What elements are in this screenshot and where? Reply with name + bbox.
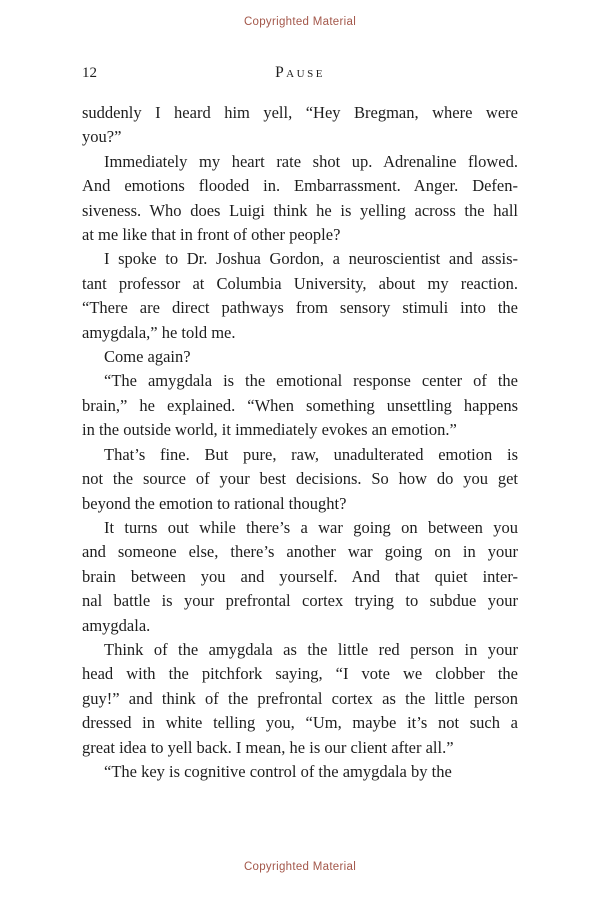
copyright-notice-top: Copyrighted Material xyxy=(243,16,357,28)
text-line: “The key is cognitive control of the amygdala by the xyxy=(104,761,452,781)
paragraph xyxy=(82,101,518,150)
page-body xyxy=(82,101,518,784)
text-line: great idea to yell back. I mean, he is our client after all.” xyxy=(82,737,454,757)
paragraph xyxy=(82,760,518,784)
text-line: dressed in white telling you, “Um, maybe it’s not such a xyxy=(82,713,518,733)
page-header xyxy=(82,64,518,84)
text-line: Think of the amygdala as the little red person in your xyxy=(104,639,518,659)
text-line: nal battle is your prefrontal cortex trying to subdue your xyxy=(82,591,518,611)
paragraph xyxy=(82,247,518,345)
paragraph xyxy=(82,443,518,516)
text-line: brain between you and yourself. And that quiet inter- xyxy=(82,566,518,586)
text-line: not the source of your best decisions. So how do you get xyxy=(82,469,518,489)
text-line: It turns out while there’s a war going on between you xyxy=(104,517,518,537)
paragraph xyxy=(82,516,518,638)
text-line: siveness. Who does Luigi think he is yelling across the hall xyxy=(82,200,518,220)
copyright-notice-bottom: Copyrighted Material xyxy=(243,861,357,873)
text-line: That’s fine. But pure, raw, unadulterated emotion is xyxy=(104,444,518,464)
text-line: Come again? xyxy=(104,347,191,367)
text-line: suddenly I heard him yell, “Hey Bregman, where were xyxy=(82,103,518,122)
text-line: tant professor at Columbia University, about my reaction. xyxy=(82,273,518,293)
text-line: Immediately my heart rate shot up. Adrenaline flowed. xyxy=(104,151,518,171)
text-line: guy!” and think of the prefrontal cortex as the little person xyxy=(82,688,518,708)
text-line: amygdala. xyxy=(82,615,151,635)
text-line: at me like that in front of other people? xyxy=(82,225,341,245)
text-line: brain,” he explained. “When something unsettling happens xyxy=(82,395,518,415)
text-line: and someone else, there’s another war going on in your xyxy=(82,542,518,562)
paragraph xyxy=(82,150,518,248)
text-line: amygdala,” he told me. xyxy=(82,322,236,342)
paragraph xyxy=(82,638,518,760)
text-line: beyond the emotion to rational thought? xyxy=(82,493,347,513)
text-line: And emotions flooded in. Embarrassment. Anger. Defen- xyxy=(82,176,518,196)
text-line: head with the pitchfork saying, “I vote we clobber the xyxy=(82,664,518,684)
text-line: I spoke to Dr. Joshua Gordon, a neuroscientist and assis- xyxy=(104,249,518,269)
paragraph xyxy=(82,345,518,369)
text-line: you?” xyxy=(82,127,122,147)
text-line: “There are direct pathways from sensory stimuli into the xyxy=(82,298,518,318)
page-number: 12 xyxy=(82,65,97,81)
text-line: in the outside world, it immediately evokes an emotion.” xyxy=(82,420,457,440)
paragraph xyxy=(82,369,518,442)
text-line: “The amygdala is the emotional response center of the xyxy=(104,371,518,391)
running-head: Pause xyxy=(275,64,325,81)
